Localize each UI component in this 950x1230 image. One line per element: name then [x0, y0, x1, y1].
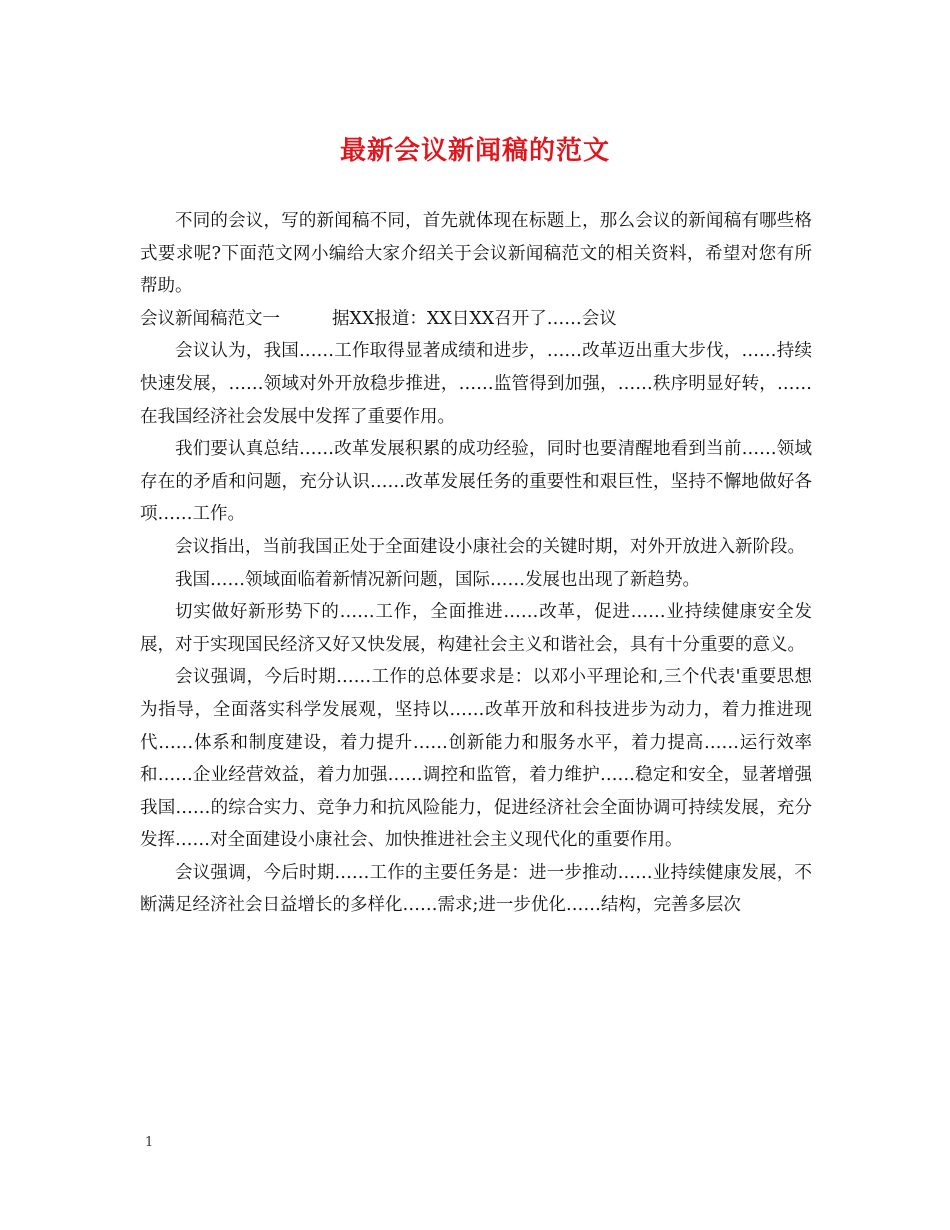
- sample-heading: 会议新闻稿范文一: [140, 308, 280, 329]
- body-paragraph: 会议认为，我国……工作取得显著成绩和进步，……改革迈出重大步伐，……持续快速发展，……领域对外开放稳步推进，……监管得到加强，……秩序明显好转，……在我国经济社会发展中发挥了重要作用。: [140, 341, 812, 427]
- body-paragraph: 会议强调，今后时期……工作的总体要求是：以邓小平理论和,三个代表'重要思想为指导，全面落实科学发展观，坚持以……改革开放和科技进步为动力，着力推进现代……体系和制度建设，着力提升……创新能力和服务水平，着力提高……运行效率和……企业经营效益，着力加强……调控和监管，着力维护……稳定和安全，显著增强我国……的综合实力、竞争力和抗风险能力，促进经济社会全面协调可持续发展，充分发挥……对全面建设小康社会、加快推进社会主义现代化的重要作用。: [140, 667, 812, 851]
- intro-paragraph: 不同的会议，写的新闻稿不同，首先就体现在标题上，那么会议的新闻稿有哪些格式要求呢?下面范文网小编给大家介绍关于会议新闻稿范文的相关资料，希望对您有所帮助。: [140, 211, 812, 297]
- page-number: 1: [145, 1135, 154, 1150]
- document-title: 最新会议新闻稿的范文: [339, 136, 610, 166]
- body-paragraph: 会议指出，当前我国正处于全面建设小康社会的关键时期，对外开放进入新阶段。: [175, 536, 805, 557]
- body-paragraph: 切实做好新形势下的……工作，全面推进……改革，促进……业持续健康安全发展，对于实现国民经济又好又快发展，构建社会主义和谐社会，具有十分重要的意义。: [140, 602, 812, 655]
- document-body: [140, 205, 812, 922]
- body-paragraph: 我国……领域面临着新情况新问题，国际……发展也出现了新趋势。: [175, 569, 700, 590]
- sample-lead: 据XX报道：XX日XX召开了……会议: [332, 308, 617, 329]
- sample-heading-line: [140, 303, 812, 336]
- body-paragraph: 会议强调，今后时期……工作的主要任务是：进一步推动……业持续健康发展，不断满足经济社会日益增长的多样化……需求;进一步优化……结构，完善多层次: [140, 862, 812, 916]
- body-paragraph: 我们要认真总结……改革发展积累的成功经验，同时也要清醒地看到当前……领域存在的矛盾和问题，充分认识……改革发展任务的重要性和艰巨性，坚持不懈地做好各项……工作。: [140, 439, 812, 525]
